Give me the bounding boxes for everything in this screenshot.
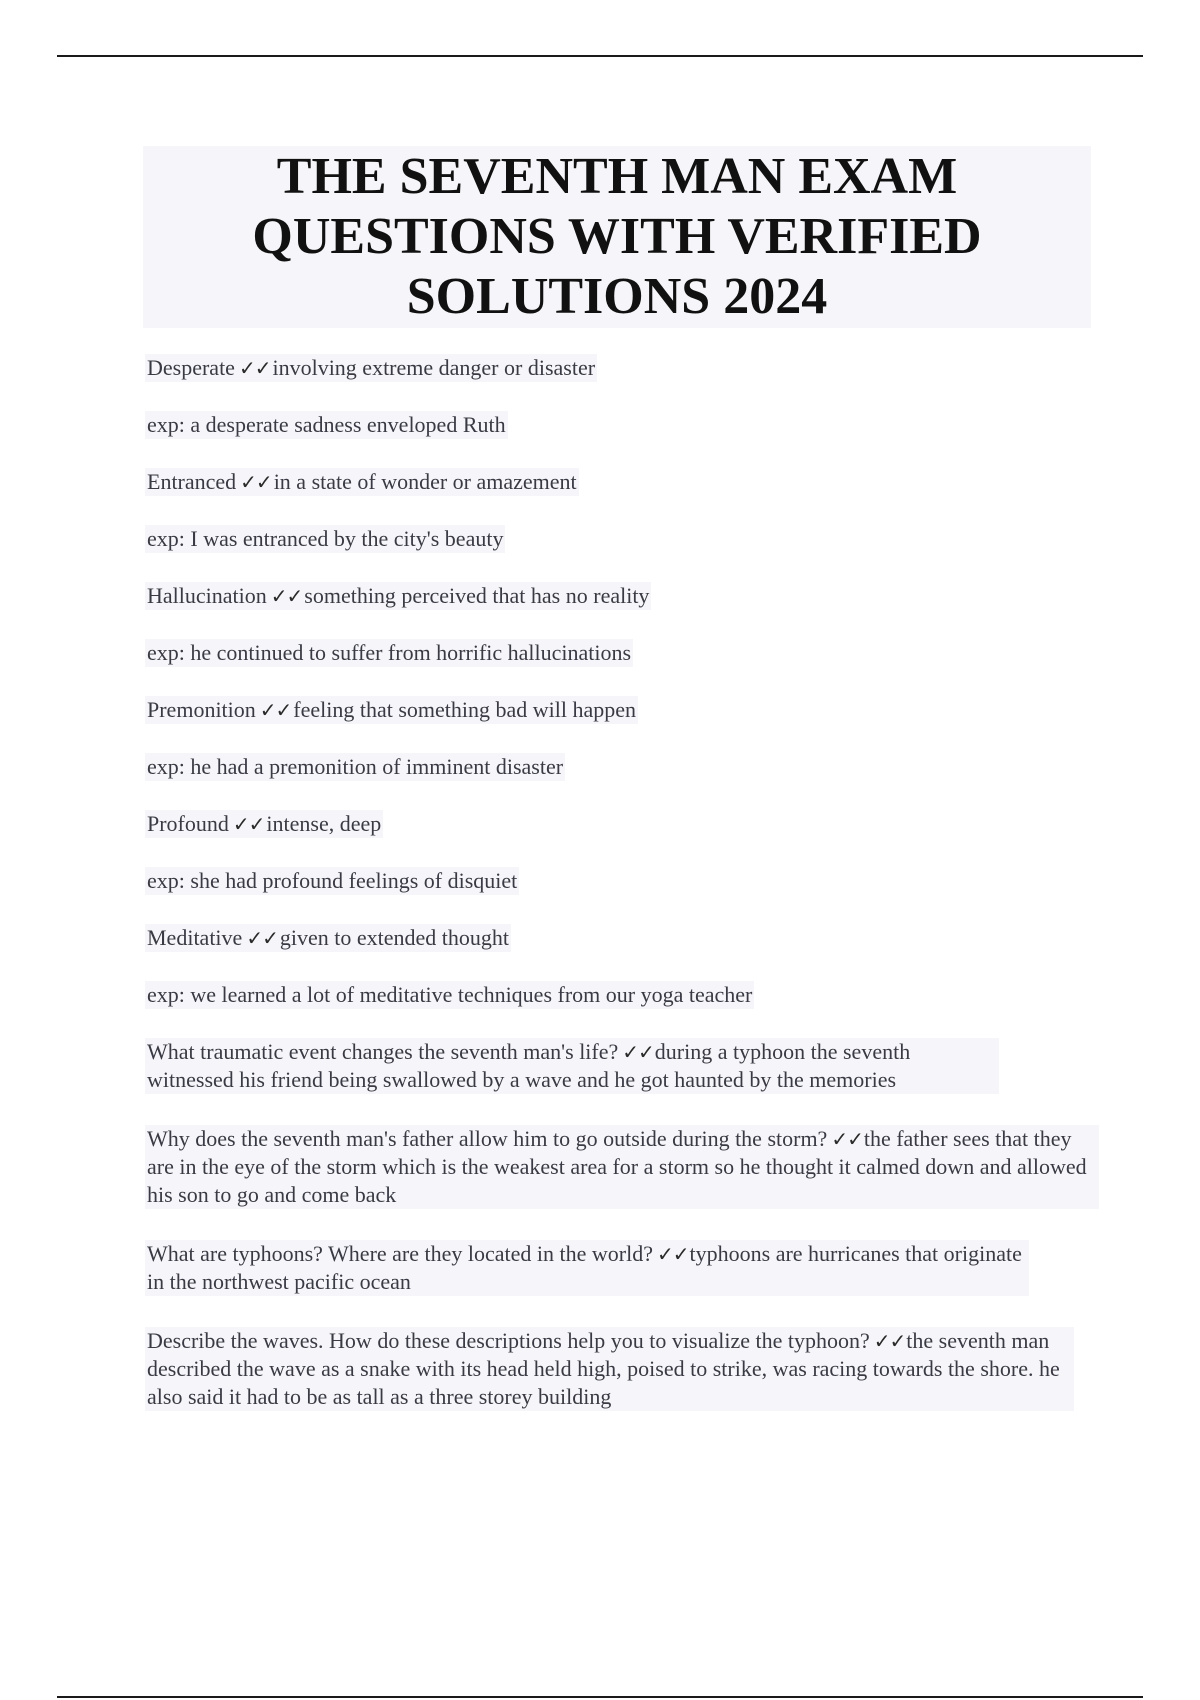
term-entry — [145, 696, 638, 724]
term-entry — [145, 924, 511, 952]
term-definition: feeling that something bad will happen — [293, 697, 637, 722]
title-banner — [143, 146, 1091, 328]
term-word: Entranced — [147, 469, 237, 494]
question-block — [145, 1327, 1074, 1411]
term-word: Premonition — [147, 697, 256, 722]
term-example: exp: he continued to suffer from horrific hallucinations — [147, 640, 632, 665]
term-definition: something perceived that has no reality — [304, 583, 650, 608]
example-row — [145, 867, 1095, 895]
term-example: exp: we learned a lot of meditative techniques from our yoga teacher — [147, 982, 753, 1007]
term-row — [145, 696, 1095, 724]
term-row — [145, 810, 1095, 838]
top-rule — [57, 55, 1143, 57]
term-example: exp: a desperate sadness enveloped Ruth — [147, 412, 506, 437]
term-example: exp: he had a premonition of imminent disaster — [147, 754, 564, 779]
term-definition: given to extended thought — [279, 925, 509, 950]
term-definition: involving extreme danger or disaster — [272, 355, 596, 380]
document-body — [145, 354, 1095, 1411]
double-check-icon: ✓✓ — [240, 470, 272, 494]
term-entry — [145, 468, 579, 496]
term-entry — [145, 354, 597, 382]
page-title: THE SEVENTH MAN EXAM QUESTIONS WITH VERIFIED SOLUTIONS 2024 — [252, 148, 982, 325]
bottom-rule — [57, 1696, 1143, 1698]
term-example: exp: she had profound feelings of disquiet — [147, 868, 518, 893]
term-entry — [145, 582, 651, 610]
example-row — [145, 639, 1095, 667]
question-block — [145, 1240, 1029, 1296]
term-definition: intense, deep — [266, 811, 382, 836]
double-check-icon: ✓✓ — [238, 356, 271, 380]
term-example: exp: I was entranced by the city's beauty — [147, 526, 504, 551]
term-entry — [145, 810, 383, 838]
term-row — [145, 354, 1095, 382]
double-check-icon: ✓✓ — [831, 1127, 863, 1151]
double-check-icon: ✓✓ — [270, 584, 303, 608]
example-row — [145, 753, 1095, 781]
term-row — [145, 582, 1095, 610]
example-row — [145, 525, 1095, 553]
question-block — [145, 1038, 999, 1094]
term-word: Hallucination — [147, 583, 267, 608]
question-text: Describe the waves. How do these descriptions help you to visualize the typhoon? — [147, 1328, 870, 1353]
term-word: Meditative — [147, 925, 243, 950]
question-block — [145, 1125, 1099, 1209]
answer-text: during a typhoon the seventh witnessed his friend being swallowed by a wave and he got haunted by the memories — [147, 1039, 911, 1092]
example-row — [145, 411, 1095, 439]
answer-text: the seventh man described the wave as a snake with its head held high, poised to strike, was racing towards the shore. he also said it had to be as tall as a three storey building — [147, 1328, 1060, 1409]
double-check-icon: ✓✓ — [873, 1329, 906, 1353]
term-row — [145, 468, 1095, 496]
double-check-icon: ✓✓ — [259, 698, 292, 722]
term-row — [145, 924, 1095, 952]
answer-text: typhoons are hurricanes that originate in the northwest pacific ocean — [147, 1241, 1022, 1294]
term-definition: in a state of wonder or amazement — [273, 469, 577, 494]
term-word: Profound — [147, 811, 229, 836]
double-check-icon: ✓✓ — [232, 812, 265, 836]
double-check-icon: ✓✓ — [657, 1242, 689, 1266]
example-row — [145, 981, 1095, 1009]
question-text: What are typhoons? Where are they located in the world? — [147, 1241, 653, 1266]
term-word: Desperate — [147, 355, 235, 380]
question-text: What traumatic event changes the seventh man's life? — [147, 1039, 619, 1064]
double-check-icon: ✓✓ — [622, 1040, 654, 1064]
question-text: Why does the seventh man's father allow him to go outside during the storm? — [147, 1126, 828, 1151]
answer-text: the father sees that they are in the eye of the storm which is the weakest area for a storm so he thought it calmed down and allowed his son to go and come back — [147, 1126, 1087, 1207]
double-check-icon: ✓✓ — [246, 926, 278, 950]
